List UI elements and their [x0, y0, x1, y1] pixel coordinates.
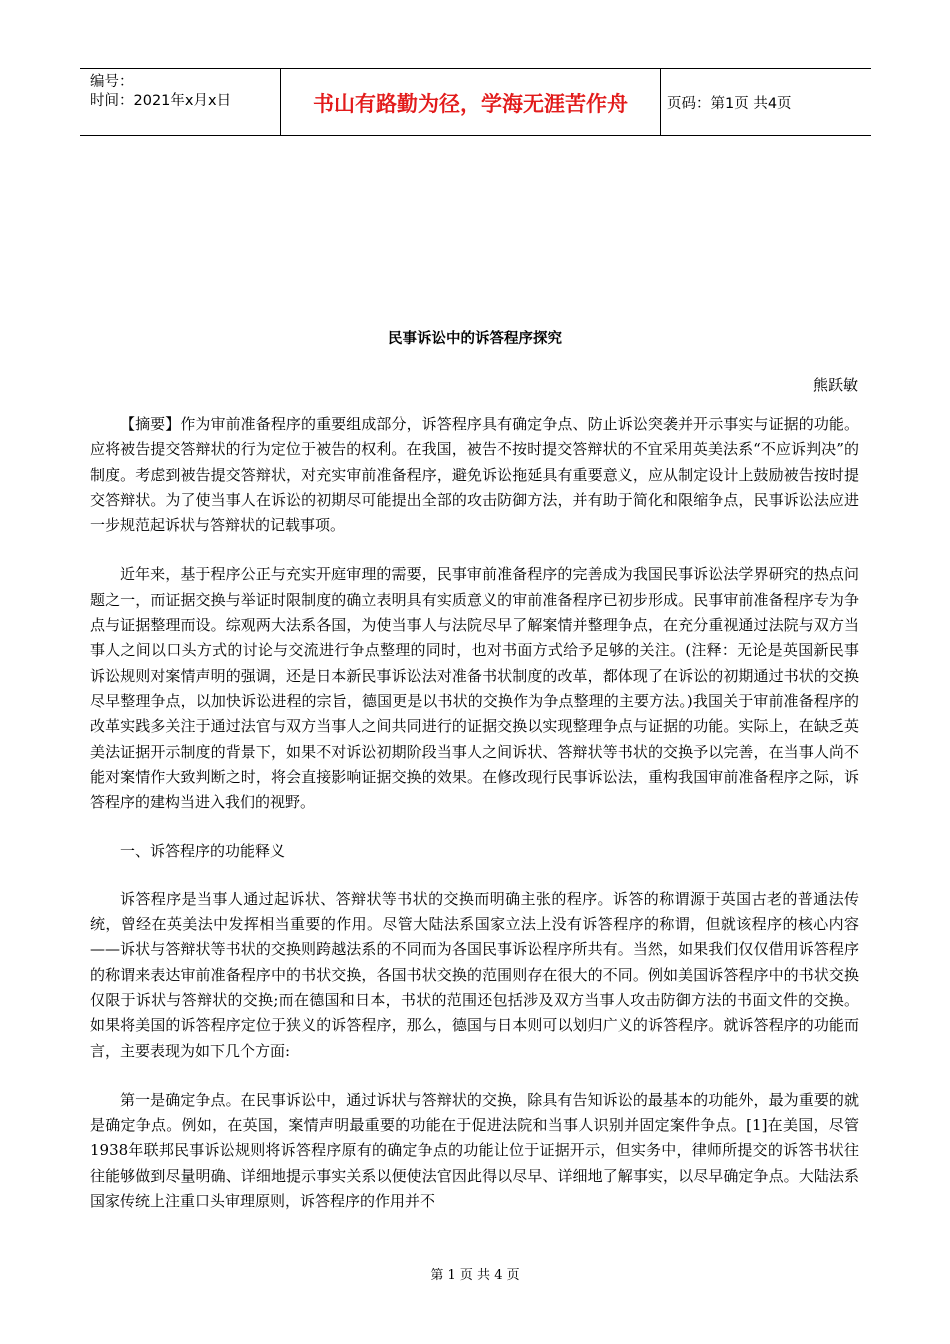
body-paragraph: 第一是确定争点。在民事诉讼中，通过诉状与答辩状的交换，除具有告知诉讼的最基本的功能外，最为重要的就是确定争点。例如，在英国，案情声明最重要的功能在于促进法院和当事人识别并固定案件争点。[1]在美国，尽管1938年联邦民事诉讼规则将诉答程序原有的确定争点的功能让位于证据开示，但实务中，律师所提交的诉答书状往往能够做到尽量明确、详细地提示事实关系以便使法官因此得以尽早、详细地了解事实，以尽早确定争点。大陆法系国家传统上注重口头审理原则，诉答程序的作用并不 — [90, 1090, 859, 1211]
abstract-paragraph: 【摘要】作为审前准备程序的重要组成部分，诉答程序具有确定争点、防止诉讼突袭并开示事实与证据的功能。应将被告提交答辩状的行为定位于被告的权利。在我国，被告不按时提交答辩状的不宜采用英美法系“不应诉判决”的制度。考虑到被告提交答辩状，对充实审前准备程序，避免诉讼拖延具有重要意义，应从制定设计上鼓励被告按时提交答辩状。为了使当事人在诉讼的初期尽可能提出全部的攻击防御方法，并有助于简化和限缩争点，民事诉讼法应进一步规范起诉状与答辩状的记载事项。 — [90, 415, 859, 535]
document-author: 熊跃敏 — [812, 376, 858, 394]
header-meta-cell — [80, 69, 281, 135]
section-heading: 一、诉答程序的功能释义 — [120, 842, 286, 861]
document-title: 民事诉讼中的诉答程序探究 — [388, 331, 562, 347]
header-page-info: 页码：第1页 共4页 — [667, 95, 792, 112]
document-header — [80, 68, 871, 136]
body-paragraph: 诉答程序是当事人通过起诉状、答辩状等书状的交换而明确主张的程序。诉答的称谓源于英国古老的普通法传统，曾经在英美法中发挥相当重要的作用。尽管大陆法系国家立法上没有诉答程序的称谓，但就该程序的核心内容——诉状与答辩状等书状的交换则跨越法系的不同而为各国民事诉讼程序所共有。当然，如果我们仅仅借用诉答程序的称谓来表达审前准备程序中的书状交换，各国书状交换的范围则存在很大的不同。例如美国诉答程序中的书状交换仅限于诉状与答辩状的交换;而在德国和日本，书状的范围还包括涉及双方当事人攻击防御方法的书面文件的交换。如果将美国的诉答程序定位于狭义的诉答程序，那么，德国与日本则可以划归广义的诉答程序。就诉答程序的功能而言，主要表现为如下几个方面: — [90, 889, 859, 1060]
header-motto: 书山有路勤为径，学海无涯苦作舟 — [281, 69, 661, 135]
number-label: 编号： — [90, 74, 134, 90]
page-footer: 第 1 页 共 4 页 — [430, 1268, 520, 1283]
time-label: 时间：2021年x月x日 — [90, 93, 232, 109]
intro-paragraph: 近年来，基于程序公正与充实开庭审理的需要，民事审前准备程序的完善成为我国民事诉讼法学界研究的热点问题之一，而证据交换与举证时限制度的确立表明具有实质意义的审前准备程序已初步形成。民事审前准备程序专为争点与证据整理而设。综观两大法系各国，为使当事人与法院尽早了解案情并整理争点，在充分重视通过法院与双方当事人之间以口头方式的讨论与交流进行争点整理的同时，也对书面方式给予足够的关注。(注释：无论是英国新民事诉讼规则对案情声明的强调，还是日本新民事诉讼法对准备书状制度的改革，都体现了在诉讼的初期通过书状的交换尽早整理争点，以加快诉讼进程的宗旨，德国更是以书状的交换作为争点整理的主要方法。)我国关于审前准备程序的改革实践多关注于通过法官与双方当事人之间共同进行的证据交换以实现整理争点与证据的功能。实际上，在缺乏英美法证据开示制度的背景下，如果不对诉讼初期阶段当事人之间诉状、答辩状等书状的交换予以完善，在当事人尚不能对案情作大致判断之时，将会直接影响证据交换的效果。在修改现行民事诉讼法，重构我国审前准备程序之际，诉答程序的建构当进入我们的视野。 — [90, 565, 859, 812]
document-body — [90, 412, 859, 1238]
